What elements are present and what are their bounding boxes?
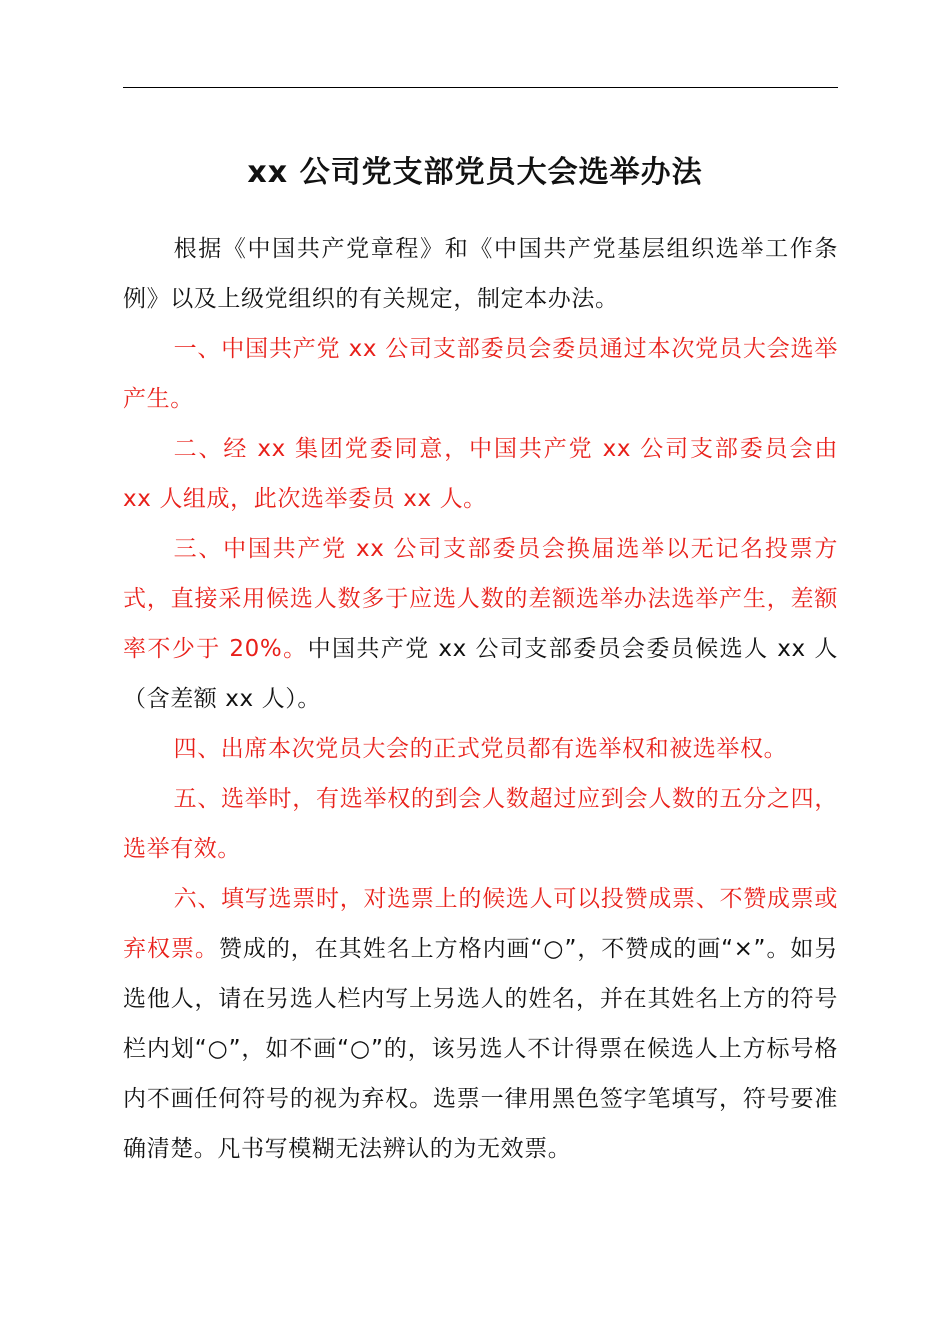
paragraph-red-text: 五、选举时，有选举权的到会人数超过应到会人数的五分之四，选举有效。 bbox=[123, 786, 838, 862]
title-text: 公司党支部党员大会选举办法 bbox=[299, 155, 703, 190]
paragraph-article-6 bbox=[123, 874, 838, 1174]
title-prefix: xx bbox=[247, 155, 289, 190]
paragraph-article-3 bbox=[123, 524, 838, 724]
paragraph-intro bbox=[123, 224, 838, 324]
document-body bbox=[123, 224, 838, 1174]
paragraph-article-2 bbox=[123, 424, 838, 524]
document-title bbox=[0, 147, 950, 199]
header-rule bbox=[123, 87, 838, 88]
paragraph-black-text: 赞成的，在其姓名上方格内画“○”，不赞成的画“×”。如另选他人，请在另选人栏内写上另选人的姓名，并在其姓名上方的符号栏内划“○”，如不画“○”的，该另选人不计得票在候选人上方标号格内不画任何符号的视为弃权。选票一律用黑色签字笔填写，符号要准确清楚。凡书写模糊无法辨认的为无效票。 bbox=[123, 936, 838, 1162]
paragraph-black-text: 中国共产党 xx 公司支部委员会委员候选人 xx 人（含差额 xx 人）。 bbox=[123, 636, 838, 712]
paragraph-article-4 bbox=[123, 724, 838, 774]
paragraph-red-text: 六、填写选票时，对选票上的候选人可以投赞成票、不赞成票或弃权票。 bbox=[123, 886, 838, 962]
paragraph-red-text: 一、中国共产党 xx 公司支部委员会委员通过本次党员大会选举产生。 bbox=[123, 336, 838, 412]
paragraph-black-text: 根据《中国共产党章程》和《中国共产党基层组织选举工作条例》以及上级党组织的有关规定，制定本办法。 bbox=[123, 236, 838, 312]
paragraph-red-text: 二、经 xx 集团党委同意，中国共产党 xx 公司支部委员会由 xx 人组成，此次选举委员 xx 人。 bbox=[123, 436, 838, 512]
paragraph-article-1 bbox=[123, 324, 838, 424]
paragraph-article-5 bbox=[123, 774, 838, 874]
paragraph-red-text: 四、出席本次党员大会的正式党员都有选举权和被选举权。 bbox=[173, 736, 788, 762]
paragraph-red-text: 三、中国共产党 xx 公司支部委员会换届选举以无记名投票方式，直接采用候选人数多于应选人数的差额选举办法选举产生，差额率不少于 20%。 bbox=[123, 536, 838, 662]
